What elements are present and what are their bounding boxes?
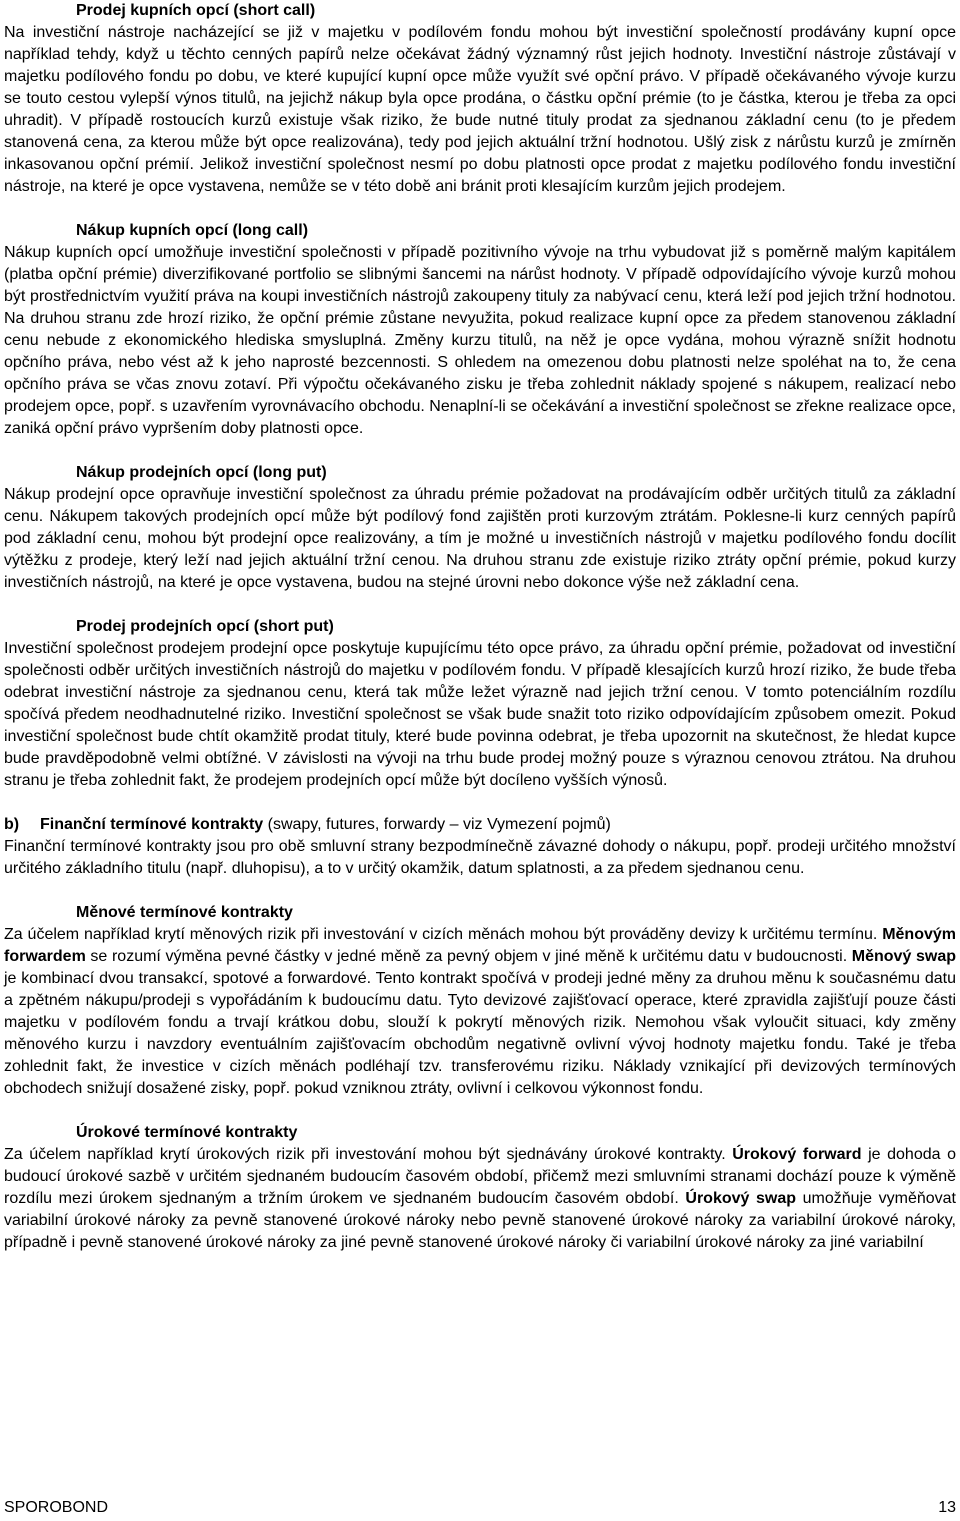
spacer	[4, 198, 956, 220]
section-text-long-call: Nákup kupních opcí umožňuje investiční společnosti v případě pozitivního vývoje na trhu vybudovat již s poměrně malým kapitálem (platba opční prémie) diverzifikované portfolio se slibnými šancemi na nárůst hodnoty. V případě odpovídajícího vývoje kurzů mohou být prostřednictvím využití práva na koupi investičních nástrojů zakoupeny tituly za nabývací cenu, která leží pod jejich tržní hodnotou. Na druhou stranu zde hrozí riziko, že opční prémie zůstane nevyužita, pokud realizace kupní opce za předem stanovenou základní cenu nebude z ekonomického hlediska smysluplná. Změny kurzu titulů, na něž je opce vydána, mohou výrazně snížit hodnotu opčního práva, nebo vést až k jeho naprosté bezcennosti. S ohledem na omezenou dobu platnosti nelze spoléhat na to, že cena opčního práva se včas znovu zotaví. Při výpočtu očekávaného zisku je třeba zohlednit náklady spojené s nákupem, realizací nebo prodejem opce, popř. s uzavřením vyrovnávacího obchodu. Nenaplní-li se očekávání a investiční společnost se zřekne realizace opce, zaniká opční právo vypršením doby platnosti opce.	[4, 244, 956, 437]
term-currency-forward: Měnovým forwardem	[4, 926, 956, 965]
text-run: se rozumí výměna pevné částky v jedné měně za pevný objem v jiné měně k určitému datu v budoucnosti.	[85, 948, 852, 965]
text-run: je kombinací dvou transakcí, spotové a forwardové. Tento kontrakt spočívá v prodeji jedné měny za druhou měnu k současnému datu a zpětném nákupu/prodeji s vypořádáním k budoucímu datu. Tyto devizové zajišťovací operace, které zpravidla zajišťují pouze části majetku v podílovém fondu a trvají krátkou dobu, slouží k pokrytí měnových rizik. Nemohou však vyloučit situaci, kdy změny měnového kurzu i navzdory eventuálním zajišťovacím obchodům negativně ovlivní vývoj hodnoty majetku fondu. Také je třeba zohlednit fakt, že investice v cizích měnách podléhají tzv. transferovému riziku. Náklady vznikající při devizových termínových obchodech snižují dosažené zisky, popř. pokud vzniknou ztráty, ovlivní i celkovou výkonnost fondu.	[4, 970, 956, 1097]
document-page	[4, 0, 956, 1254]
section-heading-short-call: Prodej kupních opcí (short call)	[76, 2, 316, 19]
section-heading-long-put: Nákup prodejních opcí (long put)	[76, 464, 327, 481]
section-text-long-put: Nákup prodejní opce opravňuje investiční společnost za úhradu prémie požadovat na prodávajícím odběr určitých titulů za základní cenu. Nákupem takových prodejních opcí může být podílový fond zajištěn proti kurzovým ztrátám. Poklesne-li kurz cenných papírů pod základní cenu, mohou být prodejní opce realizovány, a tím je možné u investičních nástrojů v majetku podílového fondu docílit výtěžku z prodeje, který leží nad jejich aktuální tržní cenou. Na druhou stranu zde existuje riziko ztráty opční prémie, pokud kurzy investičních nástrojů, na které je opce vystavena, budou na stejné úrovni nebo dokonce výše než základní cena.	[4, 486, 956, 591]
footer-fund-name: SPOROBOND	[4, 1499, 109, 1516]
section-text-currency-contracts	[4, 924, 956, 1100]
spacer	[4, 880, 956, 902]
term-currency-swap: Měnový swap	[851, 948, 957, 965]
spacer	[4, 792, 956, 814]
text-run: Za účelem například krytí úrokových rizik při investování mohou být sjednávány úrokové kontrakty.	[4, 1146, 733, 1163]
section-text-interest-contracts	[4, 1144, 956, 1254]
spacer	[4, 594, 956, 616]
section-text-short-call: Na investiční nástroje nacházející se již v majetku v podílovém fondu mohou být investiční společností prodávány kupní opce například tehdy, když u těchto cenných papírů nelze očekávat žádný významný růst jejich hodnoty. Investiční nástroje zůstávají v majetku podílového fondu po dobu, ve které kupující kupní opce může využít své opční právo. V případě očekávaného vývoje kurzu se touto cestou vylepší výnos titulů, na jejichž nákup byla opce prodána, o částku opční prémie (to je částka, kterou je třeba za opci uhradit). V případě rostoucích kurzů existuje však riziko, že bude nutné tituly prodat za sjednanou základní cenu (to je předem stanovená cena, za kterou může být opce realizována), tedy pod jejich aktuální tržní hodnotou. Ušlý zisk z nárůstu kurzů je zmírněn inkasovanou opční prémií. Jelikož investiční společnost nesmí po dobu platnosti opce prodat z majetku podílového fondu investiční nástroje, na které je opce vystavena, nemůže se v této době ani bránit proti klesajícím kurzům jejich prodejem.	[4, 24, 956, 195]
section-text-financial-futures: Finanční termínové kontrakty jsou pro obě smluvní strany bezpodmínečně závazné dohody o nákupu, popř. prodeji určitého množství určitého základního titulu (např. dluhopisu), a to v určitý okamžik, datum splatnosti, a za předem sjednanou cenu.	[4, 838, 956, 877]
footer-page-number: 13	[938, 1499, 956, 1516]
section-heading-short-put: Prodej prodejních opcí (short put)	[76, 618, 334, 635]
text-run: umožňuje vyměňovat variabilní úrokové nároky za pevně stanovené úrokové nároky nebo pevně stanovené úrokové nároky za variabilní úrokové nároky, případně i pevně stanovené úrokové nároky za jiné pevně stanovené úrokové nároky či variabilní úrokové nároky za jiné variabilní	[4, 1190, 957, 1251]
spacer	[4, 440, 956, 462]
section-heading-rest: (swapy, futures, forwardy – viz Vymezení pojmů)	[263, 816, 611, 833]
term-interest-swap: Úrokový swap	[685, 1190, 797, 1207]
spacer	[4, 1100, 956, 1122]
section-heading-currency-contracts: Měnové termínové kontrakty	[76, 904, 293, 921]
section-heading-interest-contracts: Úrokové termínové kontrakty	[76, 1124, 298, 1141]
section-heading-financial-futures	[4, 814, 956, 836]
text-run: Za účelem například krytí měnových rizik při investování v cizích měnách mohou být prováděny devizy k určitému termínu.	[4, 926, 883, 943]
section-heading-bold: Finanční termínové kontrakty	[40, 816, 264, 833]
section-heading-long-call: Nákup kupních opcí (long call)	[76, 222, 309, 239]
section-number: b)	[4, 816, 20, 833]
page-footer	[4, 1497, 956, 1519]
term-interest-forward: Úrokový forward	[732, 1146, 862, 1163]
section-text-short-put: Investiční společnost prodejem prodejní opce poskytuje kupujícímu této opce právo, za úhradu opční prémie, požadovat od investiční společnosti odběr určitých investičních nástrojů do majetku v podílovém fondu. V případě klesajících kurzů hrozí riziko, že bude třeba odebrat investiční nástroje za sjednanou cenu, která tak může ležet výrazně nad jejich tržní cenou. V tomto potenciálním rozdílu spočívá předem neodhadnutelné riziko. Investiční společnost se však bude snažit toto riziko odpovídajícím způsobem omezit. Pokud investiční společnost bude chtít okamžitě prodat tituly, které bude povinna odebrat, je třeba upozornit na skutečnost, že hledat kupce bude pravděpodobně velmi obtížné. V závislosti na vývoji na trhu bude prodej možný pouze s výraznou cenovou ztrátou. Na druhou stranu je třeba zohlednit fakt, že prodejem prodejních opcí může být docíleno vyšších výnosů.	[4, 640, 956, 789]
text-run: je dohoda o budoucí úrokové sazbě v určitém sjednaném budoucím časovém období, přičemž mezi smluvními stranami dochází pouze k výměně rozdílu mezi úrokem sjednaným a tržním úrokem ve sjednaném budoucím časovém období.	[4, 1146, 957, 1207]
